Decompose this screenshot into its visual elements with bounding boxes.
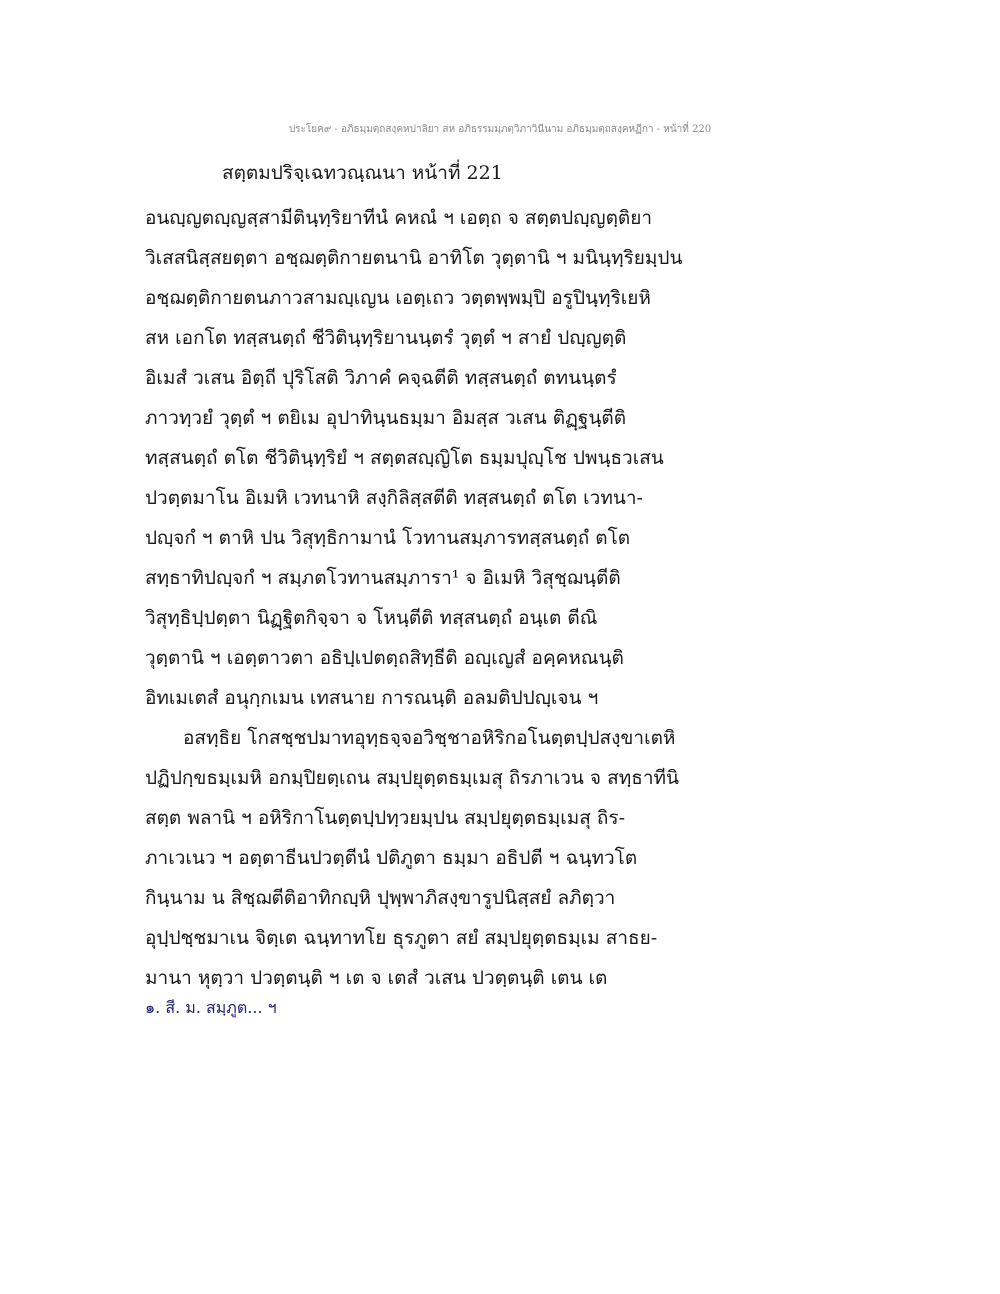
text-line: อชฺฌตฺติกายตนภาวสามญฺเญน เอตฺเถว วตฺตพฺพมฺปิ อรูปินฺทฺริเยหิ xyxy=(145,287,651,309)
text-line: อนญฺญตญฺญสฺสามีตินฺทฺริยาทีนํ คหณํ ฯ เอตฺถ จ สตฺตปญฺญตฺติยา xyxy=(145,207,653,229)
text-line: ภาเวเนว ฯ อตฺตาธีนปวตฺตีนํ ปติภูตา ธมฺมา อธิปตี ฯ ฉนฺทวโต xyxy=(145,847,638,869)
body-text xyxy=(145,198,865,998)
text-line: ทสฺสนตฺถํ ตโต ชีวิตินฺทฺริยํ ฯ สตฺตสญฺญิโต ธมฺมปุญฺโช ปพนฺธวเสน xyxy=(145,447,664,469)
text-line: มานา หุตฺวา ปวตฺตนฺติ ฯ เต จ เตสํ วเสน ปวตฺตนฺติ เตน เต xyxy=(145,967,608,989)
text-line: วุตฺตานิ ฯ เอตฺตาวตา อธิปฺเปตตฺถสิทฺธีติ อญฺเญสํ อคฺคหณนฺติ xyxy=(145,647,624,669)
text-line: ปวตฺตมาโน อิเมหิ เวทนาหิ สงฺกิลิสฺสตีติ ทสฺสนตฺถํ ตโต เวทนา- xyxy=(145,487,643,509)
text-line: ปญฺจกํ ฯ ตาหิ ปน วิสุทฺธิกามานํ โวทานสมฺภารทสฺสนตฺถํ ตโต xyxy=(145,527,631,549)
text-line: สทฺธาทิปญฺจกํ ฯ สมฺภตโวทานสมฺภารา¹ จ อิเมหิ วิสุชฺฌนฺตีติ xyxy=(145,567,621,589)
footnote: ๑. สี. ม. สมฺภูต... ฯ xyxy=(145,998,277,1017)
text-line: วิสุทฺธิปฺปตฺตา นิฏฺฐิตกิจฺจา จ โหนฺตีติ ทสฺสนตฺถํ อนฺเต ตีณิ xyxy=(145,607,598,629)
text-line: อุปฺปชฺชมาเน จิตฺเต ฉนฺทาทโย ธุรภูตา สยํ สมฺปยุตฺตธมฺเม สาธย- xyxy=(145,927,658,949)
text-line: ปฏิปกฺขธมฺเมหิ อกมฺปิยตฺเถน สมฺปยุตฺตธมฺเมสุ ถิรภาเวน จ สทฺธาทีนิ xyxy=(145,767,680,789)
section-title: สตฺตมปริจฺเฉทวณฺณนา หน้าที่ 221 xyxy=(222,162,503,184)
text-line: อิทเมเตสํ อนุกฺกเมน เทสนาย การณนฺติ อลมติปปญฺเจน ฯ xyxy=(145,687,599,709)
paragraph-first-line: อสทฺธิย โกสชฺชปมาทอุทฺธจฺจอวิชฺชาอหิริกอโนตฺตปฺปสงฺขาเตหิ xyxy=(183,727,676,749)
text-line: สตฺต พลานิ ฯ อหิริกาโนตฺตปฺปทฺวยมฺปน สมฺปยุตฺตธมฺเมสุ ถิร- xyxy=(145,807,626,829)
text-line: อิเมสํ วเสน อิตฺถี ปุริโสติ วิภาคํ คจฺฉตีติ ทสฺสนตฺถํ ตทนนฺตรํ xyxy=(145,367,617,389)
text-line: วิเสสนิสฺสยตฺตา อชฺฌตฺติกายตนานิ อาทิโต วุตฺตานิ ฯ มนินฺทฺริยมฺปน xyxy=(145,247,683,269)
text-line: ภาวทฺวยํ วุตฺตํ ฯ ตยิเม อุปาทินฺนธมฺมา อิมสฺส วเสน ติฏฺฐนฺตีติ xyxy=(145,407,627,429)
running-header: ประโยค๙ - อภิธมฺมตฺถสงฺคหปาลิยา สห อภิธรรมมฺภตฺวิภาวินีนาม อภิธมฺมตฺถสงฺคหฏีกา - หน้าที่ 220 xyxy=(288,124,712,135)
text-line: สห เอกโต ทสฺสนตฺถํ ชีวิตินฺทฺริยานนฺตรํ วุตฺตํ ฯ สายํ ปญฺญตฺติ xyxy=(145,327,627,349)
text-line: กินฺนาม น สิชฺฌตีติอาทิกญฺหิ ปุพฺพาภิสงฺขารูปนิสฺสยํ ลภิตฺวา xyxy=(145,887,616,909)
